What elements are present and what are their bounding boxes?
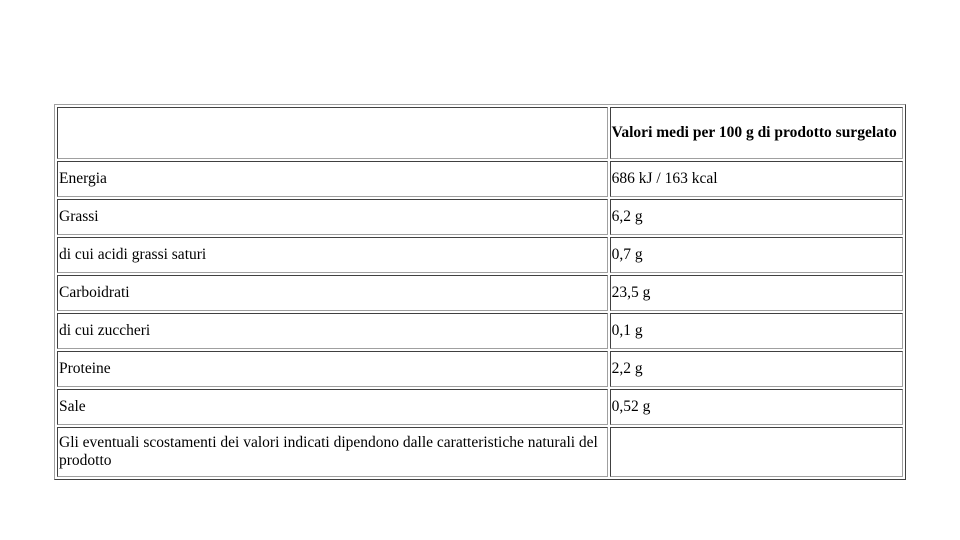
table-row bbox=[57, 275, 903, 311]
table-header-row bbox=[57, 107, 903, 159]
table-footer-row bbox=[57, 427, 903, 477]
nutrient-label: Grassi bbox=[57, 199, 608, 235]
nutrient-label: di cui zuccheri bbox=[57, 313, 608, 349]
nutrient-value: 0,1 g bbox=[610, 313, 903, 349]
nutrient-value: 2,2 g bbox=[610, 351, 903, 387]
nutrient-value: 686 kJ / 163 kcal bbox=[610, 161, 903, 197]
footer-value-cell bbox=[610, 427, 903, 477]
header-value-cell: Valori medi per 100 g di prodotto surgelato bbox=[610, 107, 903, 159]
nutrient-label: Sale bbox=[57, 389, 608, 425]
nutrient-value: 23,5 g bbox=[610, 275, 903, 311]
table-row bbox=[57, 199, 903, 235]
nutrient-label: di cui acidi grassi saturi bbox=[57, 237, 608, 273]
footer-note: Gli eventuali scostamenti dei valori indicati dipendono dalle caratteristiche naturali del prodotto bbox=[57, 427, 608, 477]
header-label-cell bbox=[57, 107, 608, 159]
nutrient-label: Energia bbox=[57, 161, 608, 197]
nutrient-value: 0,7 g bbox=[610, 237, 903, 273]
table-row bbox=[57, 389, 903, 425]
nutrient-label: Carboidrati bbox=[57, 275, 608, 311]
nutrient-value: 0,52 g bbox=[610, 389, 903, 425]
nutrient-label: Proteine bbox=[57, 351, 608, 387]
nutrition-table bbox=[54, 104, 906, 480]
table-row bbox=[57, 161, 903, 197]
table-row bbox=[57, 237, 903, 273]
table-row bbox=[57, 351, 903, 387]
table-row bbox=[57, 313, 903, 349]
nutrient-value: 6,2 g bbox=[610, 199, 903, 235]
